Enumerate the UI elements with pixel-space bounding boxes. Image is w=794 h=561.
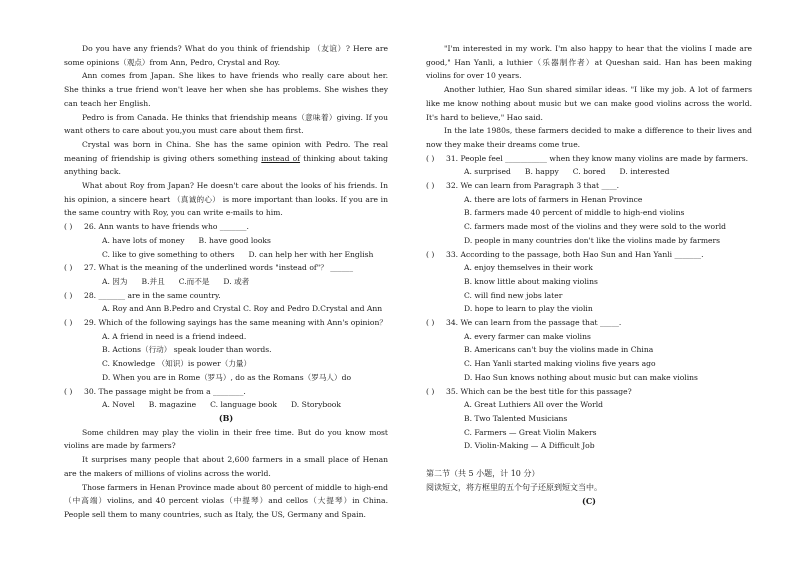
option-b: B. Two Talented Musicians: [464, 413, 568, 423]
b-paragraph-2: It surprises many people that about 2,600 farmers in a small place of Henan are the makers of millions of violins across the world.: [64, 455, 388, 478]
question-28: [64, 289, 388, 303]
option-b: B. have good looks: [198, 235, 271, 245]
options-26-row2: [64, 248, 388, 262]
question-30: [64, 385, 388, 399]
crystal-tail: thinking about taking anything back.: [64, 153, 388, 177]
option-a: A. Novel: [102, 400, 135, 410]
left-column: [64, 42, 388, 522]
section-heading: 第二节（共 5 小题，计 10 分）: [426, 469, 540, 479]
question-35: [426, 385, 752, 399]
question-27: [64, 261, 388, 275]
section-instruction: 阅读短文，将方框里的五个句子还原到短文当中。: [426, 482, 602, 492]
underlined-words: instead of: [261, 153, 301, 163]
question-text: 30. The passage might be from a ________.: [84, 386, 246, 396]
options-31: [426, 165, 752, 179]
crystal-text: Crystal was born in China. She has the same opinion with Pedro. The real meaning of friendship is giving others something: [64, 139, 388, 163]
option-b: B. happy: [524, 167, 559, 177]
question-text: 35. Which can be the best title for this passage?: [446, 386, 632, 396]
option-b: B. know little about making violins: [464, 276, 598, 286]
question-31: [426, 152, 752, 166]
option-d: D. Hao Sun knows nothing about music but can make violins: [464, 372, 698, 382]
option-c: C. bored: [572, 167, 606, 177]
section-c-title: (C): [582, 495, 596, 506]
option-d: D. hope to learn to play the violin: [464, 304, 593, 314]
intro-paragraph: Do you have any friends? What do you think of friendship （友谊）? Here are some opinions（观点）from Ann, Pedro, Crystal and Roy.: [64, 44, 388, 67]
farmers-paragraph: In the late 1980s, these farmers decided to make a difference to their lives and now they make their dreams come true.: [426, 126, 752, 149]
answer-blank[interactable]: ( ): [64, 386, 73, 396]
question-34: [426, 316, 752, 330]
option-d: D. Violin-Making — A Difficult Job: [464, 441, 595, 451]
pedro-paragraph: Pedro is from Canada. He thinks that friendship means（意味着）giving. If you want others to care about you,you must care about them first.: [64, 112, 388, 136]
option-c: C. farmers made most of the violins and they were sold to the world: [464, 222, 727, 232]
option-c: C. like to give something to others: [102, 249, 235, 259]
hao-paragraph: Another luthier, Hao Sun shared similar ideas. "I like my job. A lot of farmers like me know nothing about music but we can make good violins across the world. It's hard to believe," Hao said.: [426, 85, 752, 122]
option-d: D. interested: [619, 167, 670, 177]
answer-blank[interactable]: ( ): [426, 181, 435, 191]
option-c: C. Han Yanli started making violins five years ago: [464, 359, 656, 369]
options-26-row1: [64, 234, 388, 248]
option-b: B. Actions（行动） speak louder than words.: [102, 345, 272, 355]
section-b-title: (B): [218, 412, 234, 423]
question-text: 31. People feel ___________ when they know many violins are made by farmers.: [446, 153, 749, 163]
crystal-paragraph: [64, 138, 388, 179]
options-27: [64, 275, 388, 289]
question-text: 33. According to the passage, both Hao Sun and Han Yanli _______.: [446, 249, 704, 259]
question-text: 26. Ann wants to have friends who _______.: [84, 222, 249, 232]
option-d: D. can help her with her English: [248, 249, 374, 259]
option-a: A. have lots of money: [102, 235, 185, 245]
answer-blank[interactable]: ( ): [426, 386, 435, 396]
option-a: A. A friend in need is a friend indeed.: [102, 331, 247, 341]
answer-blank[interactable]: ( ): [64, 263, 73, 273]
option-d: D. 或者: [223, 276, 250, 286]
b-paragraph-3: Those farmers in Henan Province made about 80 percent of middle to high-end（中高端）violins, and 40 percent violas（中提琴）and cellos（大提琴）in China. People sell them to many countries, such as Italy, the US, Germany and Spain.: [64, 482, 388, 519]
options-30: [64, 398, 388, 412]
answer-blank[interactable]: ( ): [426, 153, 435, 163]
ann-paragraph: Ann comes from Japan. She likes to have friends who really care about her. She thinks a true friend won't leave her when she has problems. She wishes they can teach her English.: [64, 71, 388, 108]
answer-blank[interactable]: ( ): [64, 290, 73, 300]
question-text: 27. What is the meaning of the underlined words "instead of"？ ______: [84, 263, 353, 273]
b-paragraph-1: Some children may play the violin in their free time. But do you know most violins are made by farmers?: [64, 427, 388, 451]
question-text: 29. Which of the following sayings has the same meaning with Ann's opinion？: [84, 318, 387, 328]
option-b: B. Americans can't buy the violins made in China: [464, 345, 654, 355]
answer-blank[interactable]: ( ): [426, 318, 435, 328]
question-33: [426, 248, 752, 262]
roy-paragraph: What about Roy from Japan? He doesn't care about the looks of his friends. In his opinion, a sincere heart （真诚的心） is more important than looks. If you are in the same country with Roy, you can write e-mails to him.: [64, 181, 388, 218]
option-d: D. Storybook: [290, 400, 341, 410]
option-c: C. Farmers — Great Violin Makers: [464, 427, 597, 437]
option-c: C. Knowledge （知识）is power（力量）: [102, 359, 252, 369]
option-b: B. farmers made 40 percent of middle to high-end violins: [464, 208, 685, 218]
option-a: A. 因为: [102, 276, 128, 286]
option-d: D. When you are in Rome（罗马）, do as the Romans（罗马人）do: [102, 372, 352, 382]
han-paragraph: "I'm interested in my work. I'm also happy to hear that the violins I made are good," Han Yanli, a luthier（乐器制作者）at Queshan said. Han has been making violins for over 10 years.: [426, 44, 752, 81]
option-a: A. Great Luthiers All over the World: [464, 400, 604, 410]
option-a: A. every farmer can make violins: [464, 331, 591, 341]
option-c: C. will find new jobs later: [464, 290, 563, 300]
option-d: D. people in many countries don't like the violins made by farmers: [464, 235, 721, 245]
answer-blank[interactable]: ( ): [64, 222, 73, 232]
right-column: [426, 42, 752, 508]
options-28: A. Roy and Ann B.Pedro and Crystal C. Roy and Pedro D.Crystal and Ann: [102, 304, 383, 314]
option-b: B.并且: [141, 276, 165, 286]
option-a: A. enjoy themselves in their work: [464, 263, 593, 273]
option-c: C.而不是: [178, 276, 210, 286]
answer-blank[interactable]: ( ): [426, 249, 435, 259]
option-a: A. there are lots of farmers in Henan Province: [464, 194, 643, 204]
option-b: B. magazine: [148, 400, 197, 410]
answer-blank[interactable]: ( ): [64, 318, 73, 328]
question-text: 34. We can learn from the passage that _____.: [446, 318, 622, 328]
question-text: 32. We can learn from Paragraph 3 that ____.: [446, 181, 620, 191]
question-26: [64, 220, 388, 234]
question-29: [64, 316, 388, 330]
question-32: [426, 179, 752, 193]
option-a: A. surprised: [464, 167, 511, 177]
option-c: C. language book: [210, 400, 277, 410]
question-text: 28. _______ are in the same country.: [84, 290, 221, 300]
